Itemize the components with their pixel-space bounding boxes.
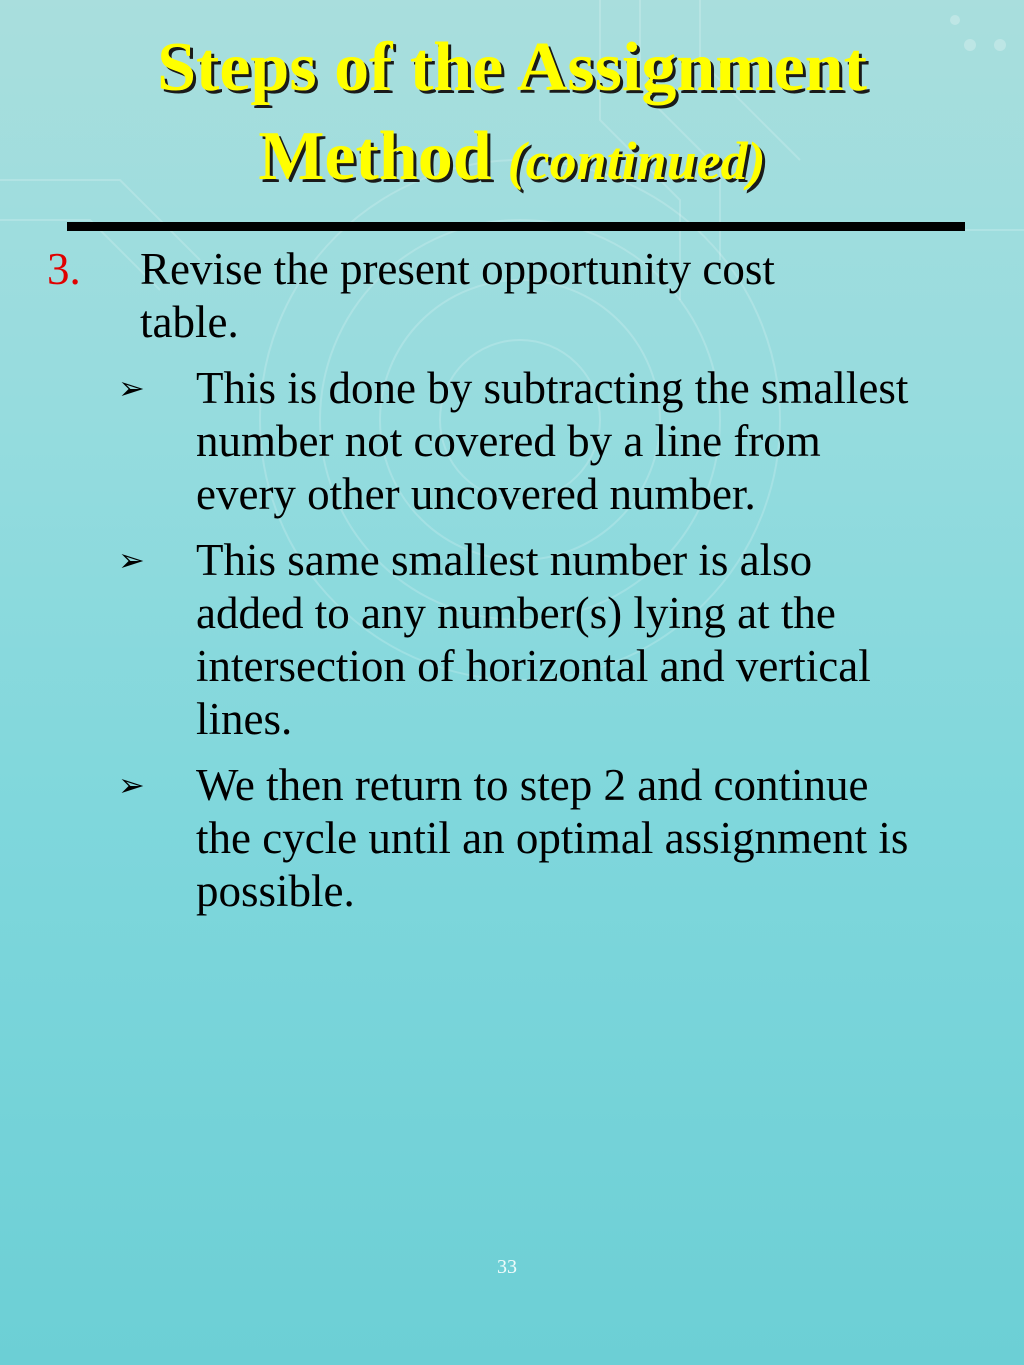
- bullet-line: intersection of horizontal and vertical: [196, 641, 871, 691]
- bullet-item: [196, 534, 996, 746]
- bullet-item: [196, 362, 996, 521]
- bullet-line: This is done by subtracting the smallest: [196, 363, 909, 413]
- step-text-line: Revise the present opportunity cost: [140, 244, 775, 294]
- bullet-line: added to any number(s) lying at the: [196, 588, 836, 638]
- bullet-line: possible.: [196, 866, 355, 916]
- arrow-bullet-icon: ➢: [118, 767, 145, 803]
- slide-title-line2: [0, 118, 1024, 195]
- bullet-line: This same smallest number is also: [196, 535, 813, 585]
- bullet-line: lines.: [196, 694, 293, 744]
- bullet-line: every other uncovered number.: [196, 469, 756, 519]
- bullet-line: the cycle until an optimal assignment is: [196, 813, 909, 863]
- slide-title-continued: (continued): [507, 131, 766, 191]
- step-text: [140, 243, 940, 349]
- bullet-line: We then return to step 2 and continue: [196, 760, 869, 810]
- arrow-bullet-icon: ➢: [118, 370, 145, 406]
- step-text-line: table.: [140, 297, 239, 347]
- slide-title: Steps of the Assignment: [157, 29, 867, 106]
- bullet-line: number not covered by a line from: [196, 416, 821, 466]
- step-number: 3.: [47, 244, 81, 294]
- page-number: 33: [497, 1256, 517, 1278]
- bullet-item: [196, 759, 996, 918]
- slide-title-method: Method: [258, 118, 492, 195]
- title-divider: [67, 222, 965, 231]
- arrow-bullet-icon: ➢: [118, 542, 145, 578]
